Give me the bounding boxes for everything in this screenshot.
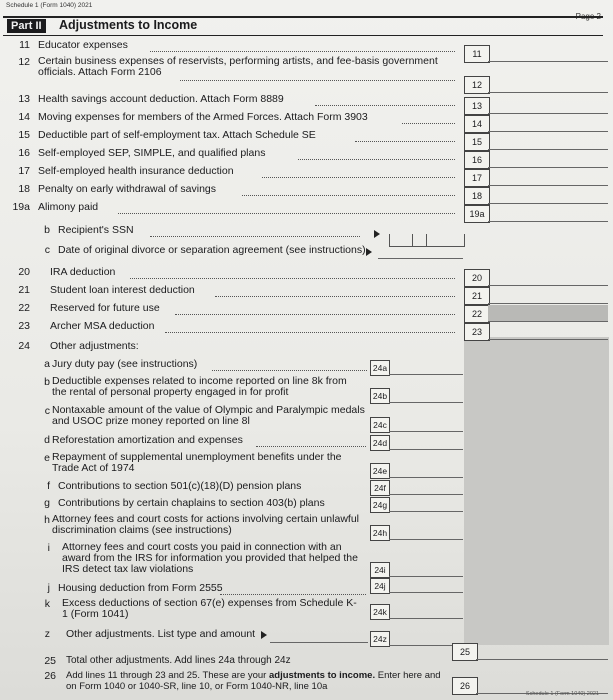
line-label: IRA deduction	[50, 266, 116, 278]
subline-box: 24i	[370, 562, 390, 578]
leader-dots	[175, 314, 455, 315]
leader-dots	[150, 51, 455, 52]
line-label: Reserved for future use	[50, 302, 160, 314]
line-number: 15	[18, 129, 30, 141]
line-letter: h	[44, 514, 50, 526]
line-label: Alimony paid	[38, 201, 99, 213]
line-letter: i	[47, 542, 50, 554]
line-letter: a	[44, 358, 50, 370]
subline-box: 24g	[370, 497, 390, 513]
line-label: Housing deduction from Form 2555	[58, 582, 223, 594]
line-label: Recipient's SSN	[58, 224, 134, 236]
subline-box: 24a	[370, 360, 390, 376]
line-11	[0, 39, 613, 59]
line-24h	[0, 514, 613, 540]
line-label: Other adjustments:	[50, 340, 139, 352]
line-box: 15	[464, 133, 490, 151]
line-box: 13	[464, 97, 490, 115]
line-22	[0, 302, 613, 318]
page-number: Page 2	[575, 12, 601, 21]
line-24z	[0, 628, 613, 644]
line-label: Total other adjustments. Add lines 24a through 24z	[66, 655, 291, 666]
line-box: 16	[464, 151, 490, 169]
subline-box: 24h	[370, 525, 390, 541]
line-label: Attorney fees and court costs for actions involving certain unlawful discrimination claims (see instructions)	[52, 513, 359, 536]
leader-dots	[130, 278, 455, 279]
line-label-tail: Enter here and on Form 1040 or 1040-SR, line 10, or Form 1040-NR, line 10a	[66, 670, 441, 692]
line-23	[0, 320, 613, 336]
line-number: 23	[18, 320, 30, 332]
part-header	[3, 16, 603, 36]
line-label: Penalty on early withdrawal of savings	[38, 183, 217, 195]
line-label: Other adjustments. List type and amount	[66, 628, 256, 640]
line-24g	[0, 497, 613, 513]
line-19a	[0, 201, 613, 217]
line-24f	[0, 480, 613, 496]
line-box: 23	[464, 323, 490, 341]
leader-dots	[262, 177, 455, 178]
amount-field[interactable]	[389, 562, 463, 577]
line-20	[0, 266, 613, 282]
subline-box: 24z	[370, 631, 390, 647]
arrow-icon	[366, 248, 372, 256]
line-letter: b	[44, 376, 50, 388]
amount-field[interactable]	[389, 578, 463, 593]
subline-box: 24j	[370, 578, 390, 594]
line-letter: c	[44, 244, 50, 256]
subline-box: 24c	[370, 417, 390, 433]
line-24c	[0, 405, 613, 431]
line-14	[0, 111, 613, 127]
line-letter: e	[44, 452, 50, 464]
footer-form-reference: Schedule 1 (Form 1040) 2021	[525, 691, 599, 697]
line-label-text: Add lines 11 through 23 and 25. These are your	[66, 670, 269, 681]
subline-box: 24e	[370, 463, 390, 479]
line-label: Contributions to section 501(c)(18)(D) pension plans	[58, 480, 302, 492]
amount-field[interactable]	[389, 388, 463, 403]
arrow-icon	[374, 230, 380, 238]
other-adjustments-type-field[interactable]	[270, 628, 368, 643]
leader-dots	[180, 80, 455, 81]
amount-field[interactable]	[389, 497, 463, 512]
line-box: 26	[452, 677, 478, 695]
line-15	[0, 129, 613, 145]
line-letter: g	[44, 497, 50, 509]
line-17	[0, 165, 613, 181]
line-number: 21	[18, 284, 30, 296]
amount-field[interactable]	[488, 205, 608, 222]
line-16	[0, 147, 613, 163]
amount-field[interactable]	[389, 480, 463, 495]
line-letter: d	[44, 434, 50, 446]
leader-dots	[212, 370, 367, 371]
part-badge: Part II	[7, 19, 46, 33]
leader-dots	[215, 296, 455, 297]
line-letter: j	[47, 582, 50, 594]
leader-dots	[165, 332, 455, 333]
line-label: Certain business expenses of reservists, performing artists, and fee-basis government officials. Attach Form 2106	[38, 55, 438, 78]
line-box: 21	[464, 287, 490, 305]
amount-field[interactable]	[389, 435, 463, 450]
line-label: Contributions by certain chaplains to section 403(b) plans	[58, 497, 325, 509]
line-18	[0, 183, 613, 199]
line-box: 19a	[464, 205, 490, 223]
amount-field[interactable]	[488, 76, 608, 93]
line-number: 16	[18, 147, 30, 159]
line-box: 18	[464, 187, 490, 205]
line-label: Reforestation amortization and expenses	[52, 434, 243, 446]
line-label: Nontaxable amount of the value of Olympic and Paralympic medals and USOC prize money reported on line 8l	[52, 404, 365, 427]
leader-dots	[355, 141, 455, 142]
line-box: 22	[464, 305, 490, 323]
line-number: 25	[44, 655, 56, 667]
line-label: Self-employed SEP, SIMPLE, and qualified plans	[38, 147, 266, 159]
line-number: 12	[18, 56, 30, 68]
line-25	[0, 647, 613, 671]
line-24a	[0, 358, 613, 374]
line-label: Archer MSA deduction	[50, 320, 155, 332]
line-label: Moving expenses for members of the Armed Forces. Attach Form 3903	[38, 111, 368, 123]
line-24b	[0, 376, 613, 402]
line-number: 14	[18, 111, 30, 123]
leader-dots	[298, 159, 455, 160]
line-box: 20	[464, 269, 490, 287]
line-number: 22	[18, 302, 30, 314]
line-26	[0, 670, 613, 698]
subline-box: 24b	[370, 388, 390, 404]
amount-field[interactable]	[389, 417, 463, 432]
line-label: Excess deductions of section 67(e) expenses from Schedule K-1 (Form 1041)	[62, 597, 357, 620]
line-number: 26	[44, 670, 56, 682]
line-label: Self-employed health insurance deduction	[38, 165, 234, 177]
arrow-icon	[261, 631, 267, 639]
line-label: Educator expenses	[38, 39, 128, 51]
line-label-emphasis: adjustments to income.	[268, 670, 376, 681]
leader-dots	[220, 594, 366, 595]
line-box: 17	[464, 169, 490, 187]
line-number: 18	[18, 183, 30, 195]
line-box: 11	[464, 45, 490, 63]
leader-dots	[118, 213, 455, 214]
leader-dots	[315, 105, 455, 106]
line-number: 17	[18, 165, 30, 177]
line-label: Health savings account deduction. Attach Form 8889	[38, 93, 284, 105]
line-21	[0, 284, 613, 300]
line-24d	[0, 434, 613, 450]
line-19b	[0, 224, 613, 240]
line-24e	[0, 452, 613, 478]
line-label: Date of original divorce or separation agreement (see instructions)	[58, 244, 366, 256]
line-number: 13	[18, 93, 30, 105]
line-number: 11	[19, 39, 30, 51]
line-24	[0, 340, 613, 356]
line-number: 20	[18, 266, 30, 278]
amount-field[interactable]	[389, 525, 463, 540]
line-12	[0, 55, 613, 90]
line-letter: k	[44, 598, 50, 610]
amount-field[interactable]	[389, 604, 463, 619]
divorce-date-field[interactable]	[378, 244, 463, 259]
line-label: Student loan interest deduction	[50, 284, 195, 296]
line-label: Deductible expenses related to income reported on line 8k from the rental of personal property engaged in for profit	[52, 375, 347, 398]
line-label: Deductible part of self-employment tax. Attach Schedule SE	[38, 129, 316, 141]
line-box: 12	[464, 76, 490, 94]
part-title: Adjustments to Income	[59, 18, 198, 32]
line-box: 25	[452, 643, 478, 661]
line-number: 24	[18, 340, 30, 352]
line-24k	[0, 598, 613, 624]
leader-dots	[402, 123, 455, 124]
line-label	[66, 670, 452, 692]
line-19c	[0, 244, 613, 260]
line-13	[0, 93, 613, 109]
subline-box: 24k	[370, 604, 390, 620]
line-box: 14	[464, 115, 490, 133]
line-letter: f	[47, 480, 50, 492]
line-number: 19a	[12, 201, 30, 213]
form-reference: Schedule 1 (Form 1040) 2021	[6, 2, 93, 9]
line-24j	[0, 582, 613, 598]
subline-box: 24d	[370, 435, 390, 451]
amount-field[interactable]	[488, 323, 608, 340]
line-label: Repayment of supplemental unemployment benefits under the Trade Act of 1974	[52, 451, 342, 474]
leader-dots	[256, 446, 366, 447]
line-24i	[0, 542, 613, 580]
amount-field[interactable]	[389, 360, 463, 375]
subline-box: 24f	[370, 480, 390, 496]
line-letter: z	[44, 628, 50, 640]
amount-field[interactable]	[389, 463, 463, 478]
line-label: Jury duty pay (see instructions)	[52, 358, 198, 370]
line-letter: b	[44, 224, 50, 236]
line-letter: c	[44, 405, 50, 417]
line-label: Attorney fees and court costs you paid in connection with an award from the IRS for information you provided that helped the IRS detect tax law violations	[62, 541, 358, 575]
leader-dots	[150, 236, 360, 237]
leader-dots	[242, 195, 455, 196]
amount-field[interactable]	[476, 643, 608, 660]
